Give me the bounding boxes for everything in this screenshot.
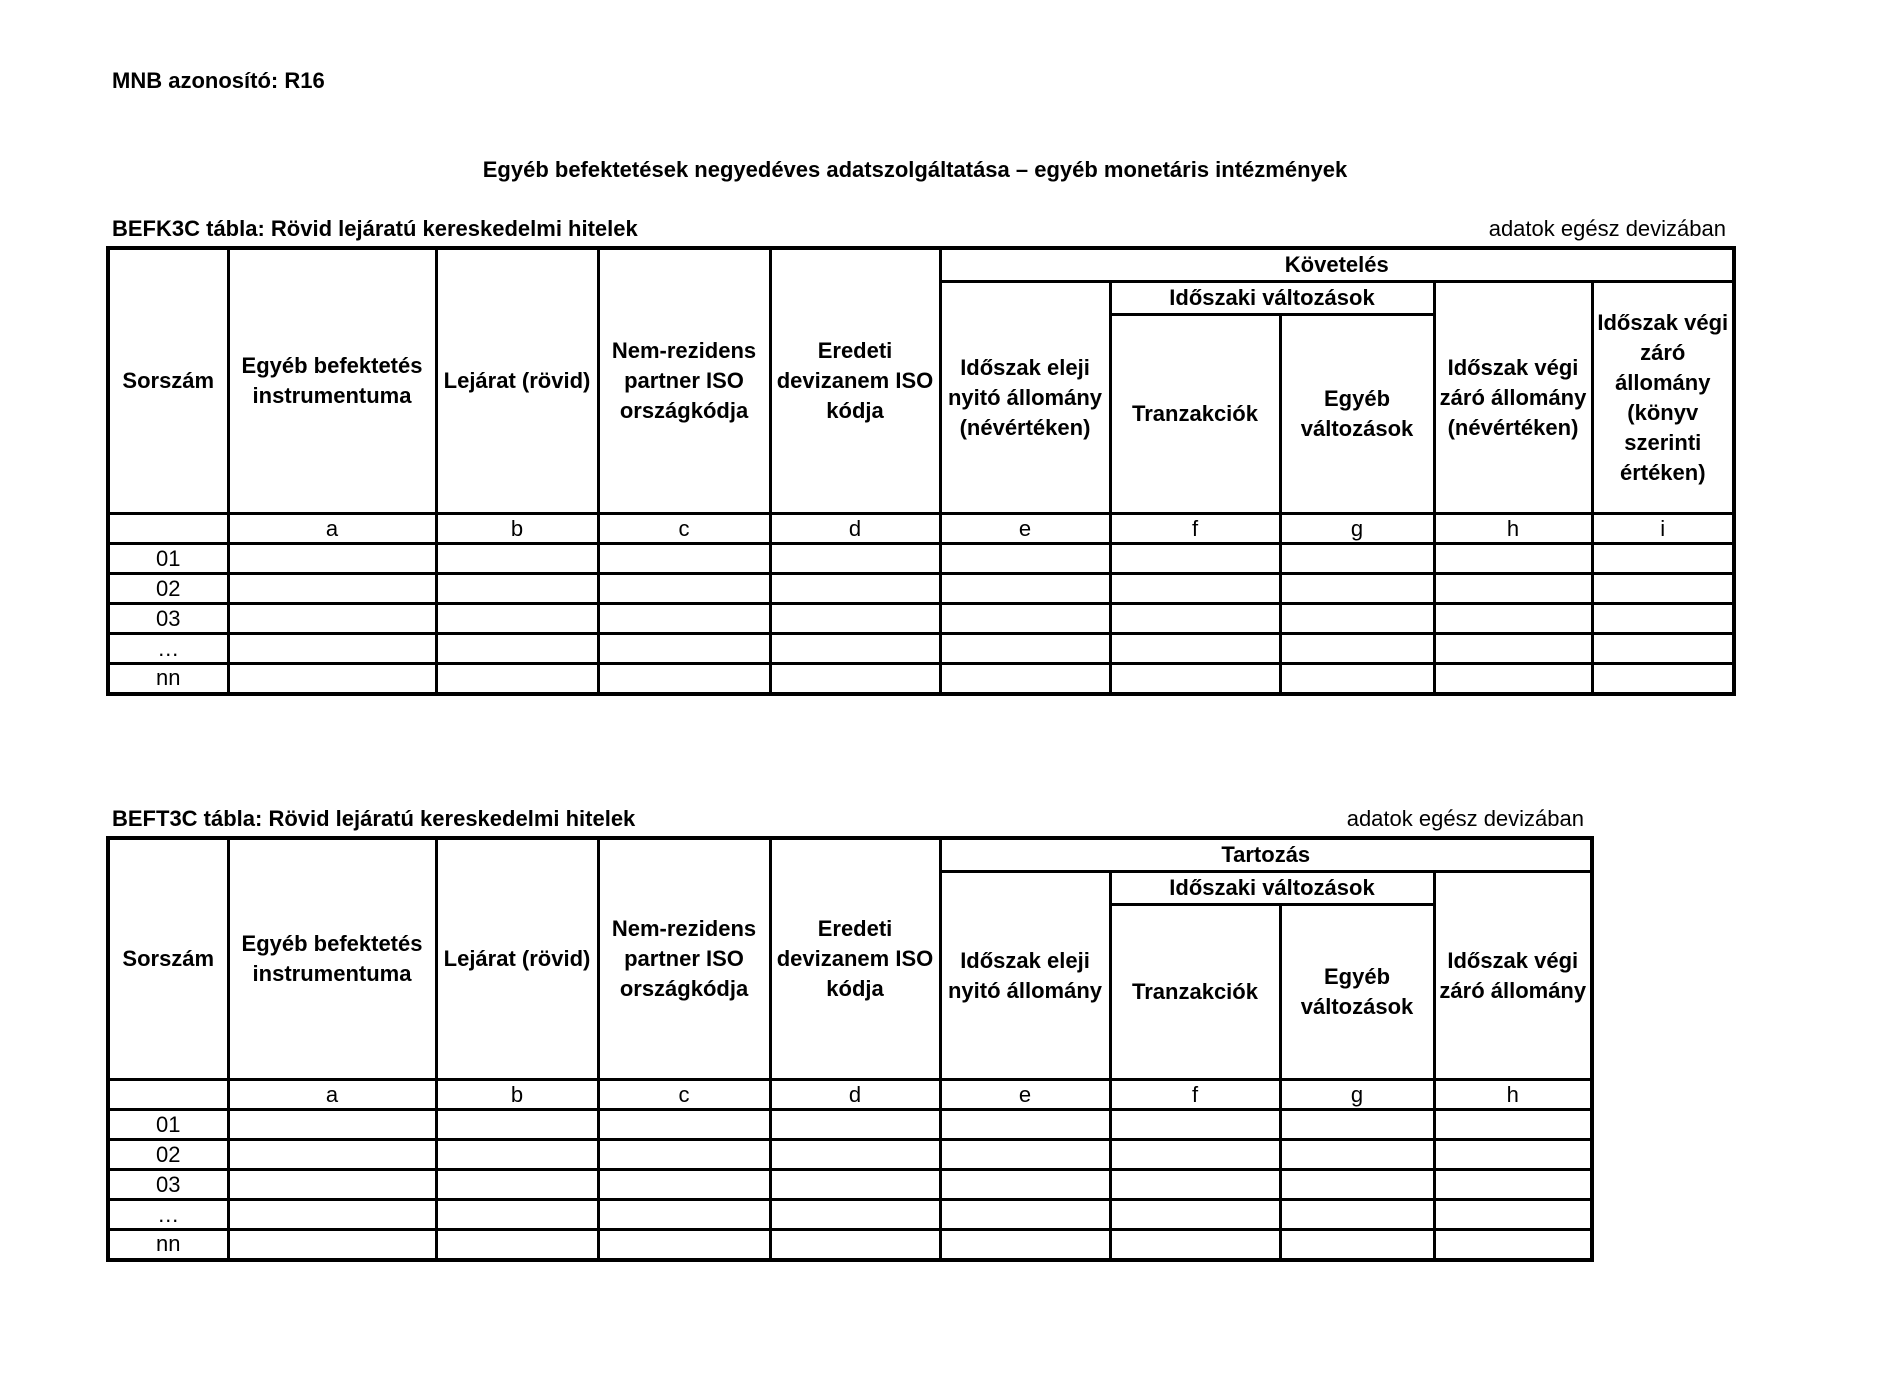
header-sorszam: Sorszám (108, 248, 228, 514)
column-letter: e (940, 1080, 1110, 1110)
data-cell (770, 1200, 940, 1230)
row-number: 01 (108, 544, 228, 574)
column-letter: d (770, 514, 940, 544)
data-cell (436, 1200, 598, 1230)
data-cell (940, 1170, 1110, 1200)
data-cell (1592, 604, 1734, 634)
column-letter: h (1434, 1080, 1592, 1110)
data-cell (1592, 634, 1734, 664)
data-cell (1280, 634, 1434, 664)
data-cell (770, 634, 940, 664)
header-col-i: Időszak végi záró állomány (könyv szerinti értéken) (1592, 282, 1734, 514)
table-row (108, 544, 1734, 574)
row-number: 02 (108, 1140, 228, 1170)
table1-unit-note: adatok egész devizában (1488, 216, 1726, 241)
data-cell (1110, 1140, 1280, 1170)
data-cell (228, 574, 436, 604)
data-cell (1110, 604, 1280, 634)
table1-title: BEFK3C tábla: Rövid lejáratú kereskedelmi hitelek (112, 216, 638, 241)
data-cell (228, 1170, 436, 1200)
header-col-d: Eredeti devizanem ISO kódja (770, 838, 940, 1080)
data-cell (598, 664, 770, 694)
data-cell (940, 574, 1110, 604)
data-cell (940, 1110, 1110, 1140)
data-cell (940, 604, 1110, 634)
data-cell (598, 544, 770, 574)
table2-title: BEFT3C tábla: Rövid lejáratú kereskedelmi hitelek (112, 806, 636, 831)
header-col-b: Lejárat (rövid) (436, 838, 598, 1080)
data-cell (228, 634, 436, 664)
row-number: nn (108, 1230, 228, 1260)
data-cell (1110, 544, 1280, 574)
column-letter: c (598, 1080, 770, 1110)
data-cell (1110, 1170, 1280, 1200)
header-col-b: Lejárat (rövid) (436, 248, 598, 514)
header-col-h: Időszak végi záró állomány (1434, 872, 1592, 1080)
data-cell (940, 664, 1110, 694)
data-cell (1110, 574, 1280, 604)
data-cell (598, 1140, 770, 1170)
data-cell (228, 1200, 436, 1230)
header-col-e: Időszak eleji nyitó állomány (940, 872, 1110, 1080)
table-row (108, 1200, 1592, 1230)
data-cell (436, 1110, 598, 1140)
data-cell (1110, 1110, 1280, 1140)
data-cell (1280, 1140, 1434, 1170)
data-cell (770, 574, 940, 604)
data-cell (228, 1140, 436, 1170)
table-row (108, 634, 1734, 664)
table-row (108, 574, 1734, 604)
data-cell (940, 1140, 1110, 1170)
header-col-c: Nem-rezidens partner ISO országkódja (598, 248, 770, 514)
data-cell (1592, 574, 1734, 604)
column-letter: i (1592, 514, 1734, 544)
data-cell (436, 1170, 598, 1200)
sub-group-header: Időszaki változások (1110, 872, 1434, 905)
group-header: Tartozás (940, 838, 1592, 872)
data-cell (598, 1200, 770, 1230)
data-cell (228, 604, 436, 634)
data-cell (940, 634, 1110, 664)
mnb-identifier: MNB azonosító: R16 (112, 68, 325, 93)
row-number: … (108, 1200, 228, 1230)
header-col-f: Tranzakciók (1110, 905, 1280, 1080)
data-cell (1434, 544, 1592, 574)
header-col-g: Egyéb változások (1280, 905, 1434, 1080)
column-letter: d (770, 1080, 940, 1110)
data-cell (1434, 1110, 1592, 1140)
data-cell (1434, 1140, 1592, 1170)
column-letter: f (1110, 1080, 1280, 1110)
data-cell (770, 1110, 940, 1140)
data-cell (436, 1230, 598, 1260)
data-cell (770, 1170, 940, 1200)
data-cell (1110, 634, 1280, 664)
data-cell (940, 1200, 1110, 1230)
data-cell (228, 664, 436, 694)
data-cell (940, 544, 1110, 574)
column-letter: c (598, 514, 770, 544)
header-col-g: Egyéb változások (1280, 315, 1434, 514)
data-cell (770, 664, 940, 694)
data-cell (436, 544, 598, 574)
table-row (108, 1140, 1592, 1170)
table1-befk3c (106, 246, 1736, 696)
data-cell (770, 1230, 940, 1260)
header-col-a: Egyéb befektetés instrumentuma (228, 838, 436, 1080)
data-cell (1434, 634, 1592, 664)
header-col-c: Nem-rezidens partner ISO országkódja (598, 838, 770, 1080)
data-cell (1280, 1110, 1434, 1140)
data-cell (598, 1110, 770, 1140)
letter-cell-empty (108, 514, 228, 544)
data-cell (1110, 1200, 1280, 1230)
column-letter: b (436, 514, 598, 544)
row-number: 03 (108, 604, 228, 634)
sub-group-header: Időszaki változások (1110, 282, 1434, 315)
data-cell (770, 544, 940, 574)
row-number: 03 (108, 1170, 228, 1200)
column-letter: f (1110, 514, 1280, 544)
table-row (108, 1170, 1592, 1200)
table-row (108, 1110, 1592, 1140)
data-cell (1280, 1200, 1434, 1230)
data-cell (436, 664, 598, 694)
header-col-f: Tranzakciók (1110, 315, 1280, 514)
data-cell (1280, 664, 1434, 694)
data-cell (770, 604, 940, 634)
header-sorszam: Sorszám (108, 838, 228, 1080)
row-number: nn (108, 664, 228, 694)
table2-beft3c (106, 836, 1594, 1262)
data-cell (436, 574, 598, 604)
data-cell (228, 1110, 436, 1140)
document-title: Egyéb befektetések negyedéves adatszolgáltatása – egyéb monetáris intézmények (482, 157, 1348, 182)
table-row (108, 604, 1734, 634)
header-col-h: Időszak végi záró állomány (névértéken) (1434, 282, 1592, 514)
column-letter: g (1280, 514, 1434, 544)
group-header: Követelés (940, 248, 1734, 282)
data-cell (1280, 544, 1434, 574)
data-cell (1434, 1230, 1592, 1260)
data-cell (1434, 604, 1592, 634)
data-cell (1592, 664, 1734, 694)
letter-cell-empty (108, 1080, 228, 1110)
column-letter: e (940, 514, 1110, 544)
column-letter: g (1280, 1080, 1434, 1110)
data-cell (1434, 1170, 1592, 1200)
row-number: 02 (108, 574, 228, 604)
data-cell (436, 634, 598, 664)
row-number: 01 (108, 1110, 228, 1140)
data-cell (228, 544, 436, 574)
data-cell (598, 1230, 770, 1260)
data-cell (436, 1140, 598, 1170)
data-cell (1280, 1230, 1434, 1260)
data-cell (1592, 544, 1734, 574)
data-cell (1280, 574, 1434, 604)
column-letter: a (228, 1080, 436, 1110)
data-cell (770, 1140, 940, 1170)
data-cell (1434, 664, 1592, 694)
header-col-e: Időszak eleji nyitó állomány (névértéken) (940, 282, 1110, 514)
data-cell (598, 1170, 770, 1200)
data-cell (1110, 1230, 1280, 1260)
data-cell (1280, 1170, 1434, 1200)
data-cell (1280, 604, 1434, 634)
data-cell (940, 1230, 1110, 1260)
data-cell (598, 604, 770, 634)
data-cell (598, 634, 770, 664)
column-letter: a (228, 514, 436, 544)
column-letter: h (1434, 514, 1592, 544)
data-cell (1434, 1200, 1592, 1230)
table-row (108, 1230, 1592, 1260)
table2-unit-note: adatok egész devizában (1346, 806, 1584, 831)
header-col-a: Egyéb befektetés instrumentuma (228, 248, 436, 514)
row-number: … (108, 634, 228, 664)
data-cell (1434, 574, 1592, 604)
header-col-d: Eredeti devizanem ISO kódja (770, 248, 940, 514)
table-row (108, 664, 1734, 694)
data-cell (598, 574, 770, 604)
data-cell (436, 604, 598, 634)
column-letter: b (436, 1080, 598, 1110)
data-cell (1110, 664, 1280, 694)
data-cell (228, 1230, 436, 1260)
